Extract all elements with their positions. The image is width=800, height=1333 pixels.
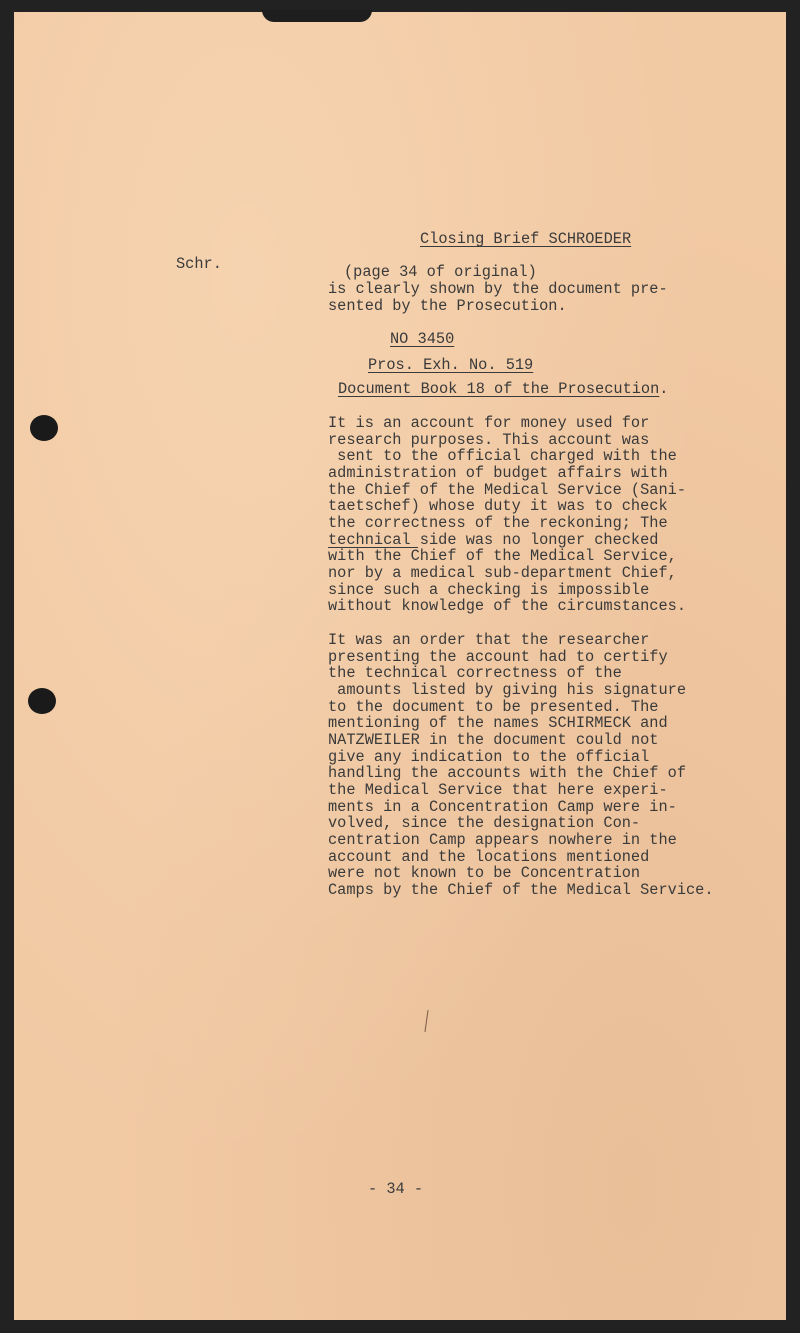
para1-line: technical side was no longer checked: [328, 531, 659, 549]
para2-line: the Medical Service that here experi-: [328, 781, 668, 799]
para2-line: Camps by the Chief of the Medical Service.: [328, 881, 714, 899]
para2-line: handling the accounts with the Chief of: [328, 764, 687, 782]
para2-line: presenting the account had to certify: [328, 648, 668, 666]
intro-line-3: sented by the Prosecution.: [328, 297, 567, 315]
para2-line: ments in a Concentration Camp were in-: [328, 798, 677, 816]
para2-line: give any indication to the official: [328, 748, 650, 766]
punch-hole-top: [30, 415, 58, 441]
para1-line: research purposes. This account was: [328, 431, 650, 449]
document-book: Document Book 18 of the Prosecution: [338, 380, 660, 398]
para2-line: to the document to be presented. The: [328, 698, 659, 716]
para1-line: taetschef) whose duty it was to check: [328, 497, 668, 515]
para1-line: It is an account for money used for: [328, 414, 650, 432]
para2-line: mentioning of the names SCHIRMECK and: [328, 714, 668, 732]
document-title: Closing Brief SCHROEDER: [420, 230, 632, 248]
para1-line: with the Chief of the Medical Service,: [328, 547, 677, 565]
prosecution-exhibit-number: Pros. Exh. No. 519: [368, 356, 534, 374]
para1-line: without knowledge of the circumstances.: [328, 597, 687, 615]
para1-line: administration of budget affairs with: [328, 464, 668, 482]
para2-line: It was an order that the researcher: [328, 631, 650, 649]
para1-line: since such a checking is impossible: [328, 581, 650, 599]
punch-hole-bottom: [28, 688, 56, 714]
para2-line: volved, since the designation Con-: [328, 814, 641, 832]
page-number: - 34 -: [368, 1180, 424, 1198]
para2-line: amounts listed by giving his signature: [328, 681, 687, 699]
para1-line: the Chief of the Medical Service (Sani-: [328, 481, 687, 499]
margin-note: Schr.: [176, 255, 222, 273]
document-book-line: Document Book 18 of the Prosecution.: [338, 380, 669, 398]
para1-line: the correctness of the reckoning; The: [328, 514, 668, 532]
intro-line-1: (page 34 of original): [344, 263, 537, 281]
para2-line: centration Camp appears nowhere in the: [328, 831, 677, 849]
para2-line: NATZWEILER in the document could not: [328, 731, 659, 749]
para2-line: account and the locations mentioned: [328, 848, 650, 866]
document-number: NO 3450: [390, 330, 455, 348]
para2-line: were not known to be Concentration: [328, 864, 641, 882]
para1-line: nor by a medical sub-department Chief,: [328, 564, 677, 582]
intro-line-2: is clearly shown by the document pre-: [328, 280, 668, 298]
page-edge-tear: [262, 10, 372, 22]
para1-line: sent to the official charged with the: [328, 447, 677, 465]
technical-underline: [328, 547, 418, 548]
para2-line: the technical correctness of the: [328, 664, 622, 682]
